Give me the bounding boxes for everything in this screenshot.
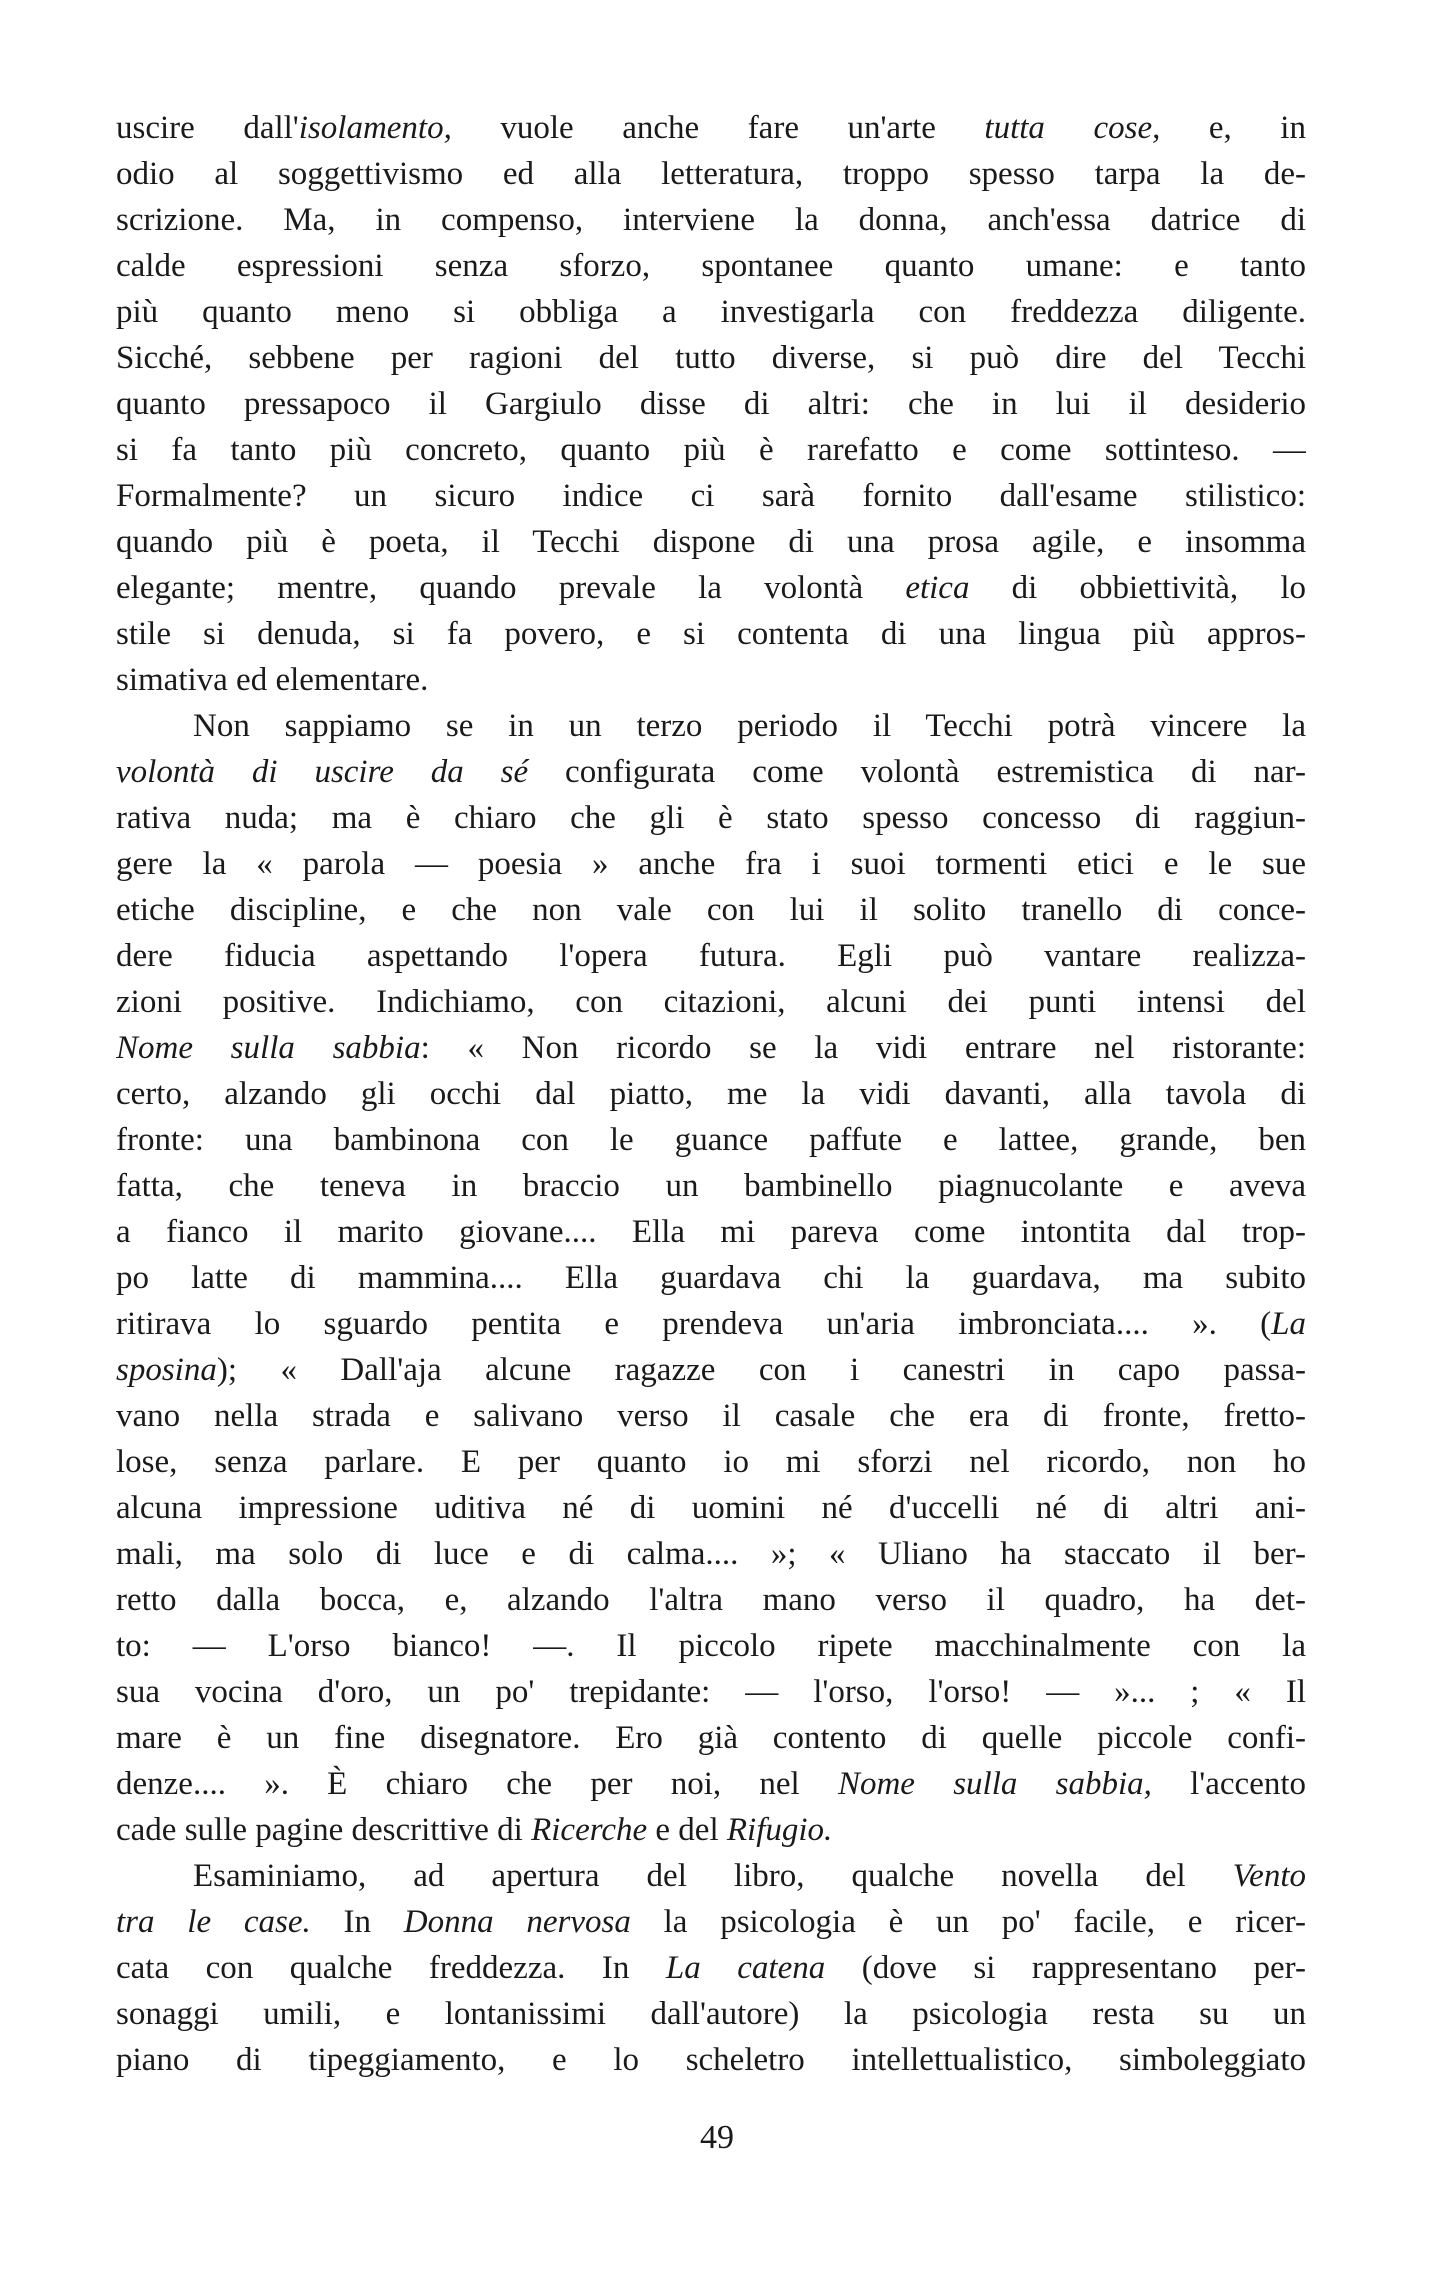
italic-text: sposina [116,1352,217,1388]
text-segment: zioni positive. Indichiamo, con citazioni, alcuni dei punti intensi del [116,984,1306,1020]
italic-text: etica [905,570,970,606]
italic-text: Donna nervosa [403,1904,631,1940]
text-line [116,289,1306,335]
text-line [116,1715,1306,1761]
text-segment: lose, senza parlare. E per quanto io mi sforzi nel ricordo, non ho [116,1444,1306,1480]
text-segment: la psicologia è un po' facile, e ricer- [630,1904,1306,1940]
text-line [116,197,1306,243]
text-segment: più quanto meno si obbliga a investigarla con freddezza diligente. [116,294,1306,330]
text-segment: cade sulle pagine descrittive di [116,1812,532,1848]
text-segment: (dove si rappresentano per- [825,1950,1306,1986]
body-text [116,105,1306,2083]
italic-text: Rifugio. [726,1812,833,1848]
italic-text: La catena [665,1950,826,1986]
text-line [116,1209,1306,1255]
italic-text: Nome sulla sabbia [116,1030,421,1066]
text-line [116,151,1306,197]
text-segment: alcuna impressione uditiva né di uomini né d'uccelli né di altri ani- [116,1490,1306,1526]
italic-text: tra le case. [116,1904,311,1940]
text-segment: Esaminiamo, ad apertura del libro, qualche novella del [193,1858,1233,1894]
italic-text: tutta cose, [984,110,1161,146]
text-line [116,1347,1306,1393]
text-line [116,1761,1306,1807]
text-segment: e, in [1160,110,1306,146]
text-segment: elegante; mentre, quando prevale la volontà [116,570,906,606]
page-number: 49 [700,2119,734,2156]
text-segment: Non sappiamo se in un terzo periodo il Tecchi potrà vincere la [193,708,1306,744]
text-segment: In [310,1904,404,1940]
text-segment: a fianco il marito giovane.... Ella mi pareva come intontita dal trop- [116,1214,1306,1250]
text-line [116,473,1306,519]
text-line [116,657,1306,703]
text-line [116,1393,1306,1439]
text-segment: calde espressioni senza sforzo, spontanee quanto umane: e tanto [116,248,1306,284]
text-line [116,1301,1306,1347]
text-line [116,841,1306,887]
text-line [116,1163,1306,1209]
text-line [116,1117,1306,1163]
italic-text: Nome sulla sabbia, [837,1766,1152,1802]
text-line [116,703,1306,749]
italic-text: La [1271,1306,1306,1342]
text-segment: retto dalla bocca, e, alzando l'altra mano verso il quadro, ha det- [116,1582,1306,1618]
text-segment: quando più è poeta, il Tecchi dispone di una prosa agile, e insomma [116,524,1306,560]
text-line [116,887,1306,933]
text-segment: Sicché, sebbene per ragioni del tutto diverse, si può dire del Tecchi [116,340,1306,376]
text-segment: quanto pressapoco il Gargiulo disse di altri: che in lui il desiderio [116,386,1306,422]
text-line [116,565,1306,611]
text-segment: rativa nuda; ma è chiaro che gli è stato spesso concesso di raggiun- [116,800,1306,836]
text-line [116,611,1306,657]
italic-text: Vento [1232,1858,1306,1894]
text-line [116,335,1306,381]
text-segment: odio al soggettivismo ed alla letteratura, troppo spesso tarpa la de- [116,156,1306,192]
text-segment: sonaggi umili, e lontanissimi dall'autore) la psicologia resta su un [116,1996,1306,2032]
italic-text: volontà di uscire da sé [116,754,529,790]
text-line [116,1439,1306,1485]
text-segment: fronte: una bambinona con le guance paffute e lattee, grande, ben [116,1122,1306,1158]
text-line [116,1991,1306,2037]
text-line [116,1853,1306,1899]
text-line [116,1899,1306,1945]
text-segment: uscire dall' [116,110,299,146]
text-segment: ); « Dall'aja alcune ragazze con i canestri in capo passa- [216,1352,1306,1388]
italic-text: Ricerche [531,1812,648,1848]
text-segment: Formalmente? un sicuro indice ci sarà fornito dall'esame stilistico: [116,478,1306,514]
text-line [116,1623,1306,1669]
text-line [116,2037,1306,2083]
text-segment: dere fiducia aspettando l'opera futura. Egli può vantare realizza- [116,938,1306,974]
text-line [116,979,1306,1025]
text-segment: e del [647,1812,727,1848]
text-line [116,519,1306,565]
text-line [116,749,1306,795]
text-line [116,1531,1306,1577]
text-segment: di obbiettività, lo [969,570,1306,606]
text-segment: mare è un fine disegnatore. Ero già contento di quelle piccole confi- [116,1720,1306,1756]
text-segment: si fa tanto più concreto, quanto più è rarefatto e come sottinteso. — [116,432,1306,468]
text-segment: simativa ed elementare. [116,662,429,698]
text-segment: l'accento [1151,1766,1306,1802]
text-line [116,1485,1306,1531]
text-segment: to: — L'orso bianco! —. Il piccolo ripete macchinalmente con la [116,1628,1306,1664]
text-segment: vuole anche fare un'arte [451,110,985,146]
text-segment: scrizione. Ma, in compenso, interviene la donna, anch'essa datrice di [116,202,1306,238]
text-line [116,243,1306,289]
text-line [116,105,1306,151]
text-segment: : « Non ricordo se la vidi entrare nel ristorante: [420,1030,1306,1066]
text-segment: denze.... ». È chiaro che per noi, nel [116,1766,838,1802]
text-segment: gere la « parola — poesia » anche fra i suoi tormenti etici e le sue [116,846,1306,882]
text-line [116,1807,1306,1853]
text-line [116,1255,1306,1301]
text-line [116,1577,1306,1623]
text-segment: mali, ma solo di luce e di calma.... »; « Uliano ha staccato il ber- [116,1536,1306,1572]
text-segment: po latte di mammina.... Ella guardava chi la guardava, ma subito [116,1260,1306,1296]
text-line [116,1669,1306,1715]
text-segment: piano di tipeggiamento, e lo scheletro intellettualistico, simboleggiato [116,2042,1306,2078]
text-segment: fatta, che teneva in braccio un bambinello piagnucolante e aveva [116,1168,1306,1204]
text-line [116,1025,1306,1071]
text-line [116,1945,1306,1991]
text-segment: ritirava lo sguardo pentita e prendeva un'aria imbronciata.... ». ( [116,1306,1272,1342]
text-line [116,381,1306,427]
text-line [116,427,1306,473]
italic-text: isolamento, [298,110,452,146]
text-segment: certo, alzando gli occhi dal piatto, me la vidi davanti, alla tavola di [116,1076,1306,1112]
text-segment: configurata come volontà estremistica di nar- [528,754,1306,790]
text-segment: sua vocina d'oro, un po' trepidante: — l'orso, l'orso! — »... ; « Il [116,1674,1306,1710]
text-line [116,795,1306,841]
text-segment: etiche discipline, e che non vale con lui il solito tranello di conce- [116,892,1306,928]
text-segment: vano nella strada e salivano verso il casale che era di fronte, fretto- [116,1398,1306,1434]
text-segment: stile si denuda, si fa povero, e si contenta di una lingua più appros- [116,616,1306,652]
text-segment: cata con qualche freddezza. In [116,1950,666,1986]
text-line [116,1071,1306,1117]
text-line [116,933,1306,979]
